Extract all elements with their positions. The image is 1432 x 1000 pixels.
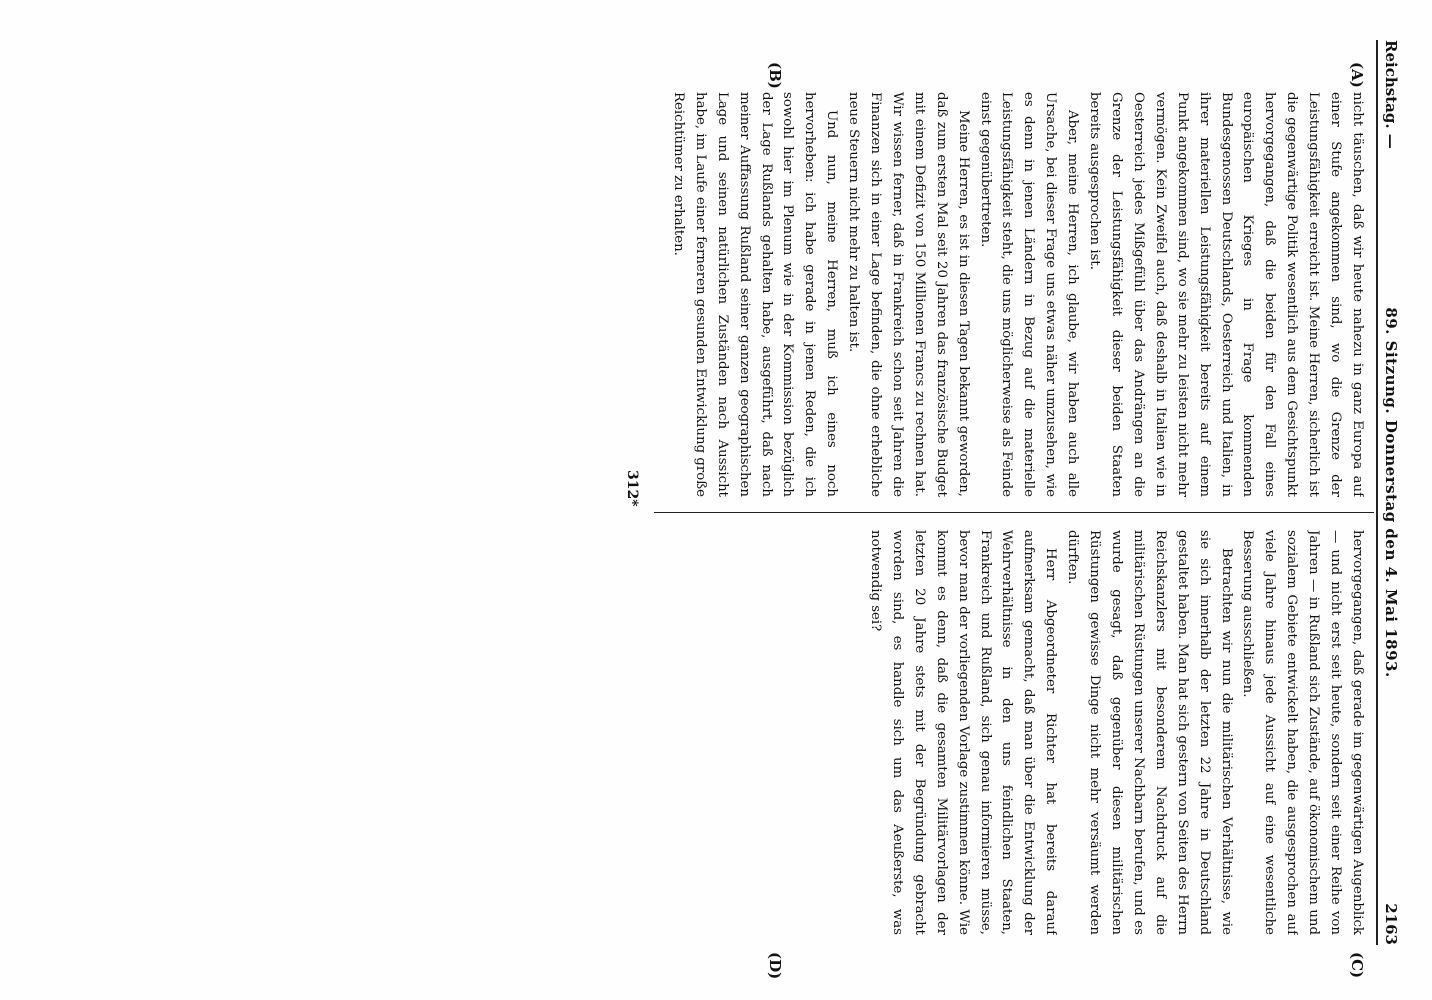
paragraph: nicht täuschen, daß wir heute nahezu in ganz Europa auf einer Stufe angekommen sind, wo die Grenze der Leistungsfähigkeit erreicht ist. Meine Herren, sicherlich ist die gegenwärtige Politik wesentlich aus dem Gesichtspunkt hervorgegangen, daß die beiden für den Fall eines europäischen Krieges in Frage kommenden Bundesgenossen Deutschlands, Oesterreich und Italien, in ihrer materiellen Leistungsfähigkeit bereits auf einem Punkt angekommen sind, wo sie mehr zu leisten nicht mehr vermögen. Kein Zweifel auch, daß deshalb in Italien wie in Oesterreich jedes Mißgefühl über das Andrängen an die Grenze der Leistungsfähigkeit dieser beiden Staaten bereits ausgesprochen ist.	[1087, 92, 1365, 497]
margin-marker-a: (A)	[1348, 62, 1366, 88]
margin-marker-d: (D)	[766, 952, 784, 980]
margin-marker-c: (C)	[1348, 952, 1366, 979]
paragraph: Aber, meine Herren, ich glaube, wir haben auch alle Ursache, bei dieser Frage uns etwas näher umzusehen, wie es denn in jenen Ländern in Bezug auf die materielle Leistungsfähigkeit steht, die uns möglicherweise als Feinde einst gegenübertreten.	[977, 92, 1081, 497]
right-column	[648, 530, 1368, 935]
paragraph: Und nun, meine Herren, muß ich eines noch hervorheben: ich habe gerade in jenen Reden, die ich sowohl hier im Plenum wie in der Kommission bezüglich der Lage Rußlands gehalten habe, ausgeführt, daß nach meiner Auffassung Rußland seiner ganzen geographischen Lage und seinen natürlichen Zuständen nach Aussicht habe, im Laufe einer ferneren gesunden Entwicklung große Reichtümer zu erhalten.	[670, 92, 840, 497]
paragraph: Betrachten wir nun die militärischen Verhältnisse, wie sie sich innerhalb der letzten 22 Jahre in Deutschland gestaltet haben. Man hat sich gestern von Seiten des Herrn Reichskanzlers mit besonderem Nachdruck auf die militärischen Rüstungen unserer Nachbarn berufen, und es wurde gesagt, daß gegenüber diesen militärischen Rüstungen gewisse Dinge nicht mehr versäumt werden dürften.	[1065, 530, 1234, 935]
paragraph: hervorgegangen, daß gerade im gegenwärtigen Augenblick — und nicht erst seit heute, sondern seit einer Reihe von Jahren — in Rußland sich Zustände, auf ökonomischem und sozialem Gebiete entwickelt haben, die ausgesprochen auf viele Jahre hinaus jede Aussicht auf eine wesentliche Besserung ausschließen.	[1240, 530, 1365, 935]
header-center: 89. Sitzung. Donnerstag den 4. Mai 1893.	[1382, 307, 1400, 678]
header-left: Reichstag. —	[1382, 40, 1400, 149]
paragraph: Meine Herren, es ist in diesen Tagen bekannt geworden, daß zum ersten Mal seit 20 Jahren das französische Budget mit einem Defizit von 150 Millionen Francs zu rechnen hat. Wir wissen ferner, daß in Frankreich schon seit Jahren die Finanzen sich in einer Lage befinden, die ohne erhebliche neue Steuern nicht mehr zu halten ist.	[846, 92, 971, 497]
paragraph: Herr Abgeordneter Richter hat bereits darauf aufmerksam gemacht, daß man über die Entwicklung der Wehrverhältnisse in den uns feindlichen Staaten, Frankreich und Rußland, sich genau informieren müsse, bevor man der vorliegenden Vorlage zustimmen könne. Wie kommt es denn, daß die gesamten Militärvorlagen der letzten 20 Jahre stets mit der Begründung gebracht worden sind, es handle sich um das Aeußerste, was notwendig sei?	[868, 530, 1059, 935]
page-header	[1376, 40, 1402, 945]
sheet-number: 312*	[624, 470, 640, 507]
page-number: 2163	[1382, 903, 1400, 945]
column-divider	[654, 512, 1374, 513]
margin-marker-b: (B)	[766, 62, 784, 89]
left-column	[648, 92, 1368, 497]
